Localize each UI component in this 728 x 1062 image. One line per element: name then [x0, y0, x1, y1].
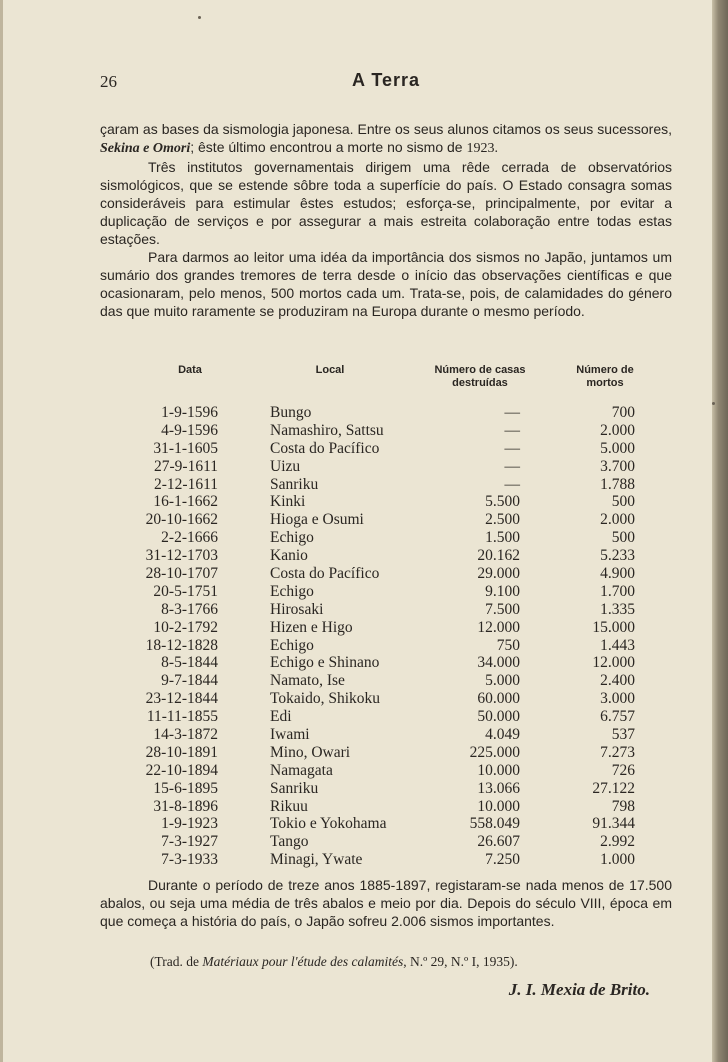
- cell-deaths: 1.000: [600, 851, 635, 869]
- paragraph: Para darmos ao leitor uma idéa da importância dos sismos no Japão, juntamos um sumário dos grandes tremores de terra desde o início das observações científicas e que ocasionaram, pelo menos, 500 mortos cada um. Trata-se, pois, de calamidades do género das que muito raramente se produziram na Europa durante o mesmo período.: [100, 249, 672, 319]
- cell-deaths: 500: [611, 493, 635, 511]
- table-row: [100, 744, 672, 762]
- earthquake-table: [100, 364, 672, 869]
- paragraph-text: ; êste último encontrou a morte no sismo de: [190, 139, 467, 155]
- cell-local: Tango: [270, 833, 309, 851]
- cell-date: 4-9-1596: [161, 421, 218, 439]
- paragraph: Durante o período de treze anos 1885-1897, registaram-se nada menos de 17.500 abalos, ou seja uma média de três abalos e meio por dia. Depois do século VIII, época em que começa a história do país, o Japão sofreu 2.006 sismos importantes.: [100, 877, 672, 929]
- cell-date: 22-10-1894: [145, 761, 218, 779]
- table-row: [100, 726, 672, 744]
- cell-local: Bungo: [270, 404, 312, 421]
- cell-deaths: 2.000: [600, 511, 635, 529]
- cell-houses: 50.000: [477, 708, 520, 726]
- cell-deaths: 12.000: [592, 654, 635, 672]
- cell-local: Sanriku: [270, 475, 319, 493]
- header-line: Número de casas: [434, 364, 526, 376]
- cell-date: 16-1-1662: [153, 493, 218, 511]
- cell-local: Echigo: [270, 582, 314, 600]
- cell-deaths: 2.400: [600, 672, 635, 690]
- cell-houses: —: [504, 457, 520, 475]
- cell-houses: 10.000: [477, 797, 520, 815]
- cell-deaths: 700: [611, 404, 635, 421]
- cell-houses: —: [504, 475, 520, 493]
- table-row: [100, 440, 672, 458]
- page-header: [100, 70, 672, 94]
- table-row: [100, 583, 672, 601]
- closing-text: [100, 876, 672, 930]
- cell-local: Kanio: [270, 547, 308, 565]
- cell-date: 31-8-1896: [153, 797, 218, 815]
- cell-local: Tokaido, Shikoku: [270, 690, 380, 708]
- table-header: [100, 364, 672, 404]
- table-row: [100, 654, 672, 672]
- cell-deaths: 726: [611, 761, 635, 779]
- cell-date: 15-6-1895: [153, 779, 218, 797]
- cell-date: 1-9-1596: [161, 404, 218, 421]
- cell-deaths: 500: [611, 529, 635, 547]
- cell-houses: 4.049: [485, 726, 520, 744]
- cell-houses: 5.000: [485, 672, 520, 690]
- cell-houses: 60.000: [477, 690, 520, 708]
- paragraph-text: 1923.: [466, 141, 498, 156]
- page-left-edge: [0, 0, 3, 1062]
- cell-date: 28-10-1891: [145, 743, 218, 761]
- cell-date: 7-3-1933: [161, 851, 218, 869]
- cell-houses: 558.049: [469, 815, 520, 833]
- cell-deaths: 4.900: [600, 565, 635, 583]
- cell-deaths: 2.992: [600, 833, 635, 851]
- cell-deaths: 3.700: [600, 457, 635, 475]
- cell-local: Hizen e Higo: [270, 618, 353, 636]
- cell-local: Edi: [270, 708, 292, 726]
- cell-local: Sanriku: [270, 779, 319, 797]
- table-row: [100, 529, 672, 547]
- page-number: 26: [100, 72, 117, 91]
- cell-houses: 34.000: [477, 654, 520, 672]
- cell-local: Namato, Ise: [270, 672, 345, 690]
- cell-local: Mino, Owari: [270, 743, 351, 761]
- cell-local: Hirosaki: [270, 600, 324, 618]
- table-row: [100, 762, 672, 780]
- cell-local: Echigo: [270, 636, 314, 654]
- cell-deaths: 1.335: [600, 600, 635, 618]
- cell-deaths: 27.122: [592, 779, 635, 797]
- cell-deaths: 2.000: [600, 421, 635, 439]
- cell-date: 11-11-1855: [146, 708, 218, 726]
- cell-local: Tokio e Yokohama: [270, 815, 387, 833]
- cell-date: 20-10-1662: [145, 511, 218, 529]
- column-header-local: Local: [315, 364, 345, 376]
- cell-deaths: 537: [611, 726, 635, 744]
- cell-deaths: 1.443: [600, 636, 635, 654]
- table-row: [100, 851, 672, 869]
- cell-houses: 5.500: [485, 493, 520, 511]
- cell-date: 23-12-1844: [145, 690, 218, 708]
- cell-houses: 26.607: [477, 833, 520, 851]
- table-body: [100, 404, 672, 869]
- cell-local: Costa do Pacífico: [270, 439, 380, 457]
- citation: [150, 954, 670, 970]
- cell-local: Uizu: [270, 457, 301, 475]
- cell-date: 2-12-1611: [154, 475, 218, 493]
- table-row: [100, 815, 672, 833]
- cell-date: 7-3-1927: [161, 833, 218, 851]
- cell-deaths: 5.233: [600, 547, 635, 565]
- running-title: A Terra: [351, 70, 421, 90]
- cell-deaths: 1.700: [600, 582, 635, 600]
- table-row: [100, 798, 672, 816]
- header-line: destruídas: [452, 377, 508, 389]
- paper-speck: [712, 402, 715, 405]
- column-header-date: Data: [178, 364, 202, 376]
- cell-date: 10-2-1792: [153, 618, 218, 636]
- cell-date: 27-9-1611: [154, 457, 218, 475]
- table-row: [100, 601, 672, 619]
- cell-houses: 20.162: [477, 547, 520, 565]
- cell-date: 31-12-1703: [145, 547, 218, 565]
- table-row: [100, 833, 672, 851]
- cell-deaths: 3.000: [600, 690, 635, 708]
- paragraph: Três institutos governamentais dirigem uma rêde cerrada de observatórios sismológicos, que se estende sôbre toda a superfície do país. O Estado consagra somas consideráveis para estimular êstes estudos; esforça-se, principalmente, por evitar a duplicação de serviços e por assegurar a mais estreita colaboração entre todas estas estações.: [100, 159, 672, 247]
- cell-local: Minagi, Ywate: [270, 851, 363, 869]
- cell-houses: —: [504, 421, 520, 439]
- cell-houses: 12.000: [477, 618, 520, 636]
- citation-text: , N.º 29, N.º I, 1935).: [403, 954, 518, 969]
- header-line: Número de: [576, 364, 634, 376]
- cell-deaths: 1.788: [600, 475, 635, 493]
- author-signature: J. I. Mexia de Brito.: [508, 980, 650, 999]
- cell-local: Namagata: [270, 761, 333, 779]
- cell-local: Costa do Pacífico: [270, 565, 380, 583]
- table-row: [100, 404, 672, 422]
- cell-houses: 225.000: [469, 743, 520, 761]
- paper-speck: [198, 16, 201, 19]
- paragraph-text: çaram as bases da sismologia japonesa. Entre os seus alunos citamos os seus sucessores,: [100, 121, 672, 137]
- table-row: [100, 708, 672, 726]
- table-row: [100, 690, 672, 708]
- cell-houses: 7.250: [485, 851, 520, 869]
- cell-local: Echigo: [270, 529, 314, 547]
- cell-local: Hioga e Osumi: [270, 511, 364, 529]
- table-row: [100, 547, 672, 565]
- page-binding-edge: [712, 0, 728, 1062]
- table-row: [100, 637, 672, 655]
- cell-date: 8-3-1766: [161, 600, 218, 618]
- cell-date: 28-10-1707: [145, 565, 218, 583]
- table-row: [100, 493, 672, 511]
- cell-local: Iwami: [270, 726, 310, 744]
- cell-deaths: 7.273: [600, 743, 635, 761]
- cell-houses: 9.100: [485, 582, 520, 600]
- table-row: [100, 458, 672, 476]
- table-row: [100, 565, 672, 583]
- cell-date: 20-5-1751: [153, 582, 218, 600]
- cell-date: 2-2-1666: [161, 529, 218, 547]
- table-row: [100, 672, 672, 690]
- cell-houses: 10.000: [477, 761, 520, 779]
- citation-work-title: Matériaux pour l'étude des calamités: [202, 954, 404, 969]
- table-row: [100, 422, 672, 440]
- cell-local: Namashiro, Sattsu: [270, 421, 384, 439]
- cell-date: 31-1-1605: [153, 439, 218, 457]
- cell-houses: 7.500: [485, 600, 520, 618]
- cell-date: 1-9-1923: [161, 815, 218, 833]
- column-header-deaths: [570, 364, 640, 390]
- table-row: [100, 619, 672, 637]
- cell-local: Rikuu: [270, 797, 308, 815]
- cell-houses: 1.500: [485, 529, 520, 547]
- table-row: [100, 476, 672, 494]
- cell-date: 9-7-1844: [161, 672, 218, 690]
- cell-deaths: 798: [611, 797, 635, 815]
- cell-houses: 2.500: [485, 511, 520, 529]
- emphasized-names: Sekina e Omori: [100, 141, 191, 156]
- header-line: mortos: [586, 377, 624, 389]
- cell-houses: —: [504, 439, 520, 457]
- cell-date: 18-12-1828: [145, 636, 218, 654]
- citation-text: (Trad. de: [150, 954, 203, 969]
- cell-houses: 750: [496, 636, 520, 654]
- column-header-houses: [420, 364, 540, 390]
- cell-houses: 29.000: [477, 565, 520, 583]
- cell-deaths: 5.000: [600, 439, 635, 457]
- cell-houses: 13.066: [477, 779, 520, 797]
- cell-deaths: 91.344: [592, 815, 635, 833]
- cell-date: 8-5-1844: [161, 654, 218, 672]
- table-row: [100, 511, 672, 529]
- cell-houses: —: [504, 404, 520, 421]
- cell-local: Kinki: [270, 493, 306, 511]
- paragraph: [100, 120, 672, 158]
- cell-date: 14-3-1872: [153, 726, 218, 744]
- body-text: [100, 120, 672, 320]
- table-row: [100, 780, 672, 798]
- cell-local: Echigo e Shinano: [270, 654, 380, 672]
- cell-deaths: 15.000: [592, 618, 635, 636]
- cell-deaths: 6.757: [600, 708, 635, 726]
